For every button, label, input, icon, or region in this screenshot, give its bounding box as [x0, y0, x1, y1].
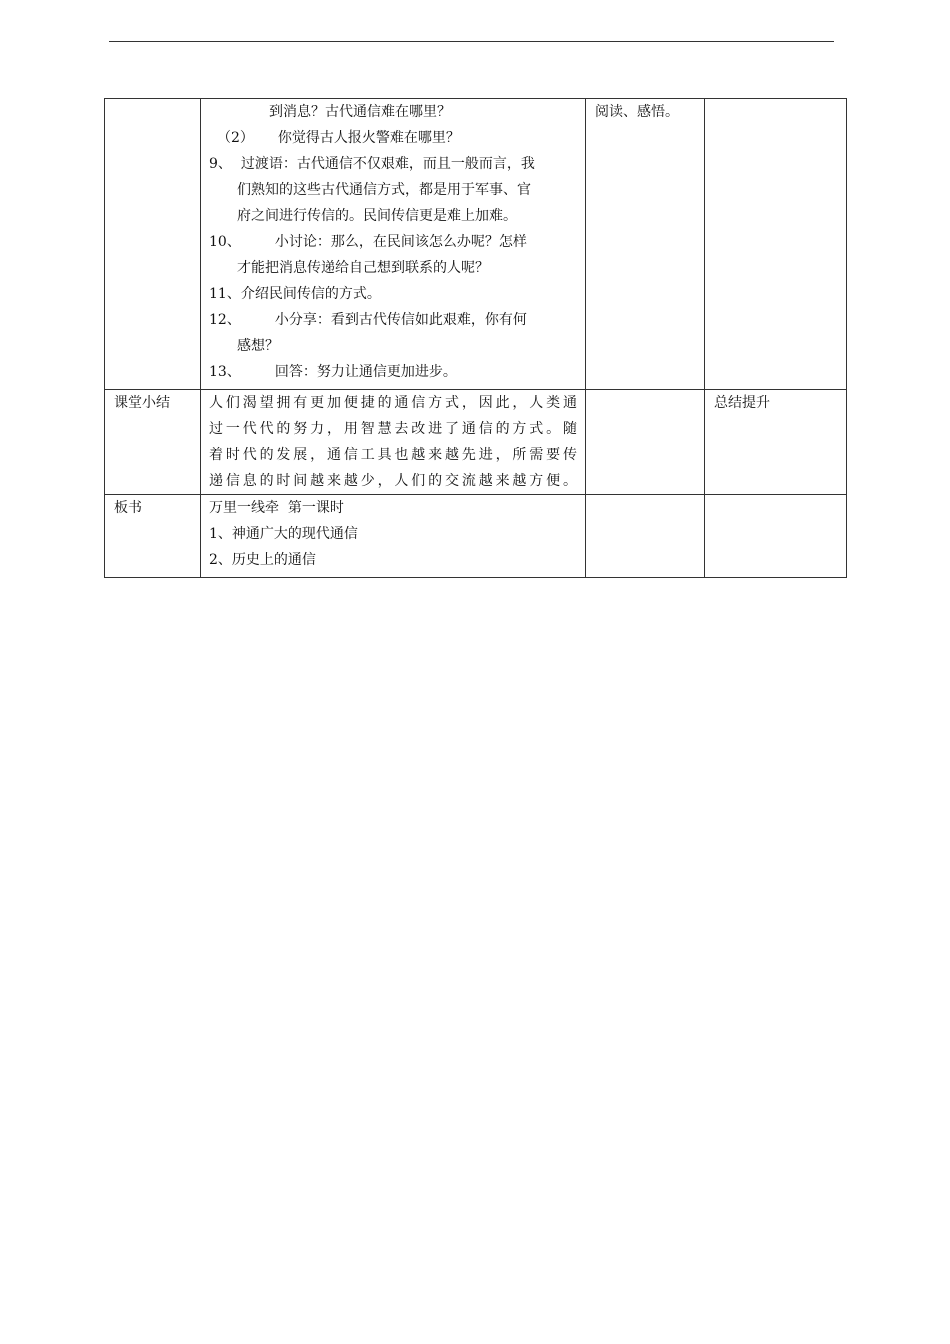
content-cell: [201, 99, 586, 390]
activity-cell: [586, 99, 705, 390]
board-item: 1、神通广大的现代通信: [209, 526, 358, 542]
lesson-plan-table: [104, 98, 847, 578]
item-text: 过渡语：古代通信不仅艰难，而且一般而言，我: [240, 156, 535, 172]
row-label: 课堂小结: [114, 395, 170, 411]
content-cell: [201, 495, 586, 578]
item-number: 12、: [209, 312, 241, 328]
header-rule: [109, 41, 834, 42]
activity-text: 阅读、感悟。: [595, 104, 679, 120]
item-number: 10、: [209, 234, 241, 250]
list-item: [209, 151, 577, 177]
item-number: 9、: [209, 156, 232, 172]
item-text: 小讨论：那么，在民间该怎么办呢？怎样: [274, 234, 527, 250]
content-line: 着时代的发展，通信工具也越来越先进，所需要传: [209, 447, 577, 463]
list-item: [209, 359, 577, 385]
list-item: [209, 229, 577, 255]
content-line: 们熟知的这些古代通信方式，都是用于军事、官: [237, 182, 531, 198]
board-item: 2、历史上的通信: [209, 552, 316, 568]
content-line: 感想？: [237, 338, 279, 354]
intent-cell: [705, 99, 847, 390]
content-line: 人们渴望拥有更加便捷的通信方式，因此，人类通: [209, 395, 577, 411]
intent-cell: [705, 390, 847, 495]
content-line: 府之间进行传信的。民间传信更是难上加难。: [237, 208, 517, 224]
item-text: 小分享：看到古代传信如此艰难，你有何: [274, 312, 527, 328]
content-line: 过一代代的努力，用智慧去改进了通信的方式。随: [209, 421, 577, 437]
item-text: 你觉得古人报火警难在哪里？: [277, 130, 460, 146]
row-label: 板书: [114, 500, 142, 516]
table-row: [105, 99, 847, 390]
list-item: 11、介绍民间传信的方式。: [209, 286, 381, 302]
row-label-cell: [105, 99, 201, 390]
content-line: 到消息？古代通信难在哪里？: [269, 104, 451, 120]
intent-cell: [705, 495, 847, 578]
content-cell: [201, 390, 586, 495]
intent-text: 总结提升: [714, 395, 770, 411]
item-number: （2）: [217, 130, 254, 146]
table-row: [105, 390, 847, 495]
board-title: 万里一线牵 第一课时: [209, 500, 344, 516]
content-line: 递信息的时间越来越少，人们的交流越来越方便。: [209, 473, 577, 489]
item-number: 13、: [209, 364, 241, 380]
question-item: [209, 125, 577, 151]
list-item: [209, 307, 577, 333]
item-text: 回答：努力让通信更加进步。: [274, 364, 457, 380]
activity-cell: [586, 495, 705, 578]
content-line: 才能把消息传递给自己想到联系的人呢？: [237, 260, 489, 276]
activity-cell: [586, 390, 705, 495]
table-row: [105, 495, 847, 578]
row-label-cell: [105, 495, 201, 578]
row-label-cell: [105, 390, 201, 495]
